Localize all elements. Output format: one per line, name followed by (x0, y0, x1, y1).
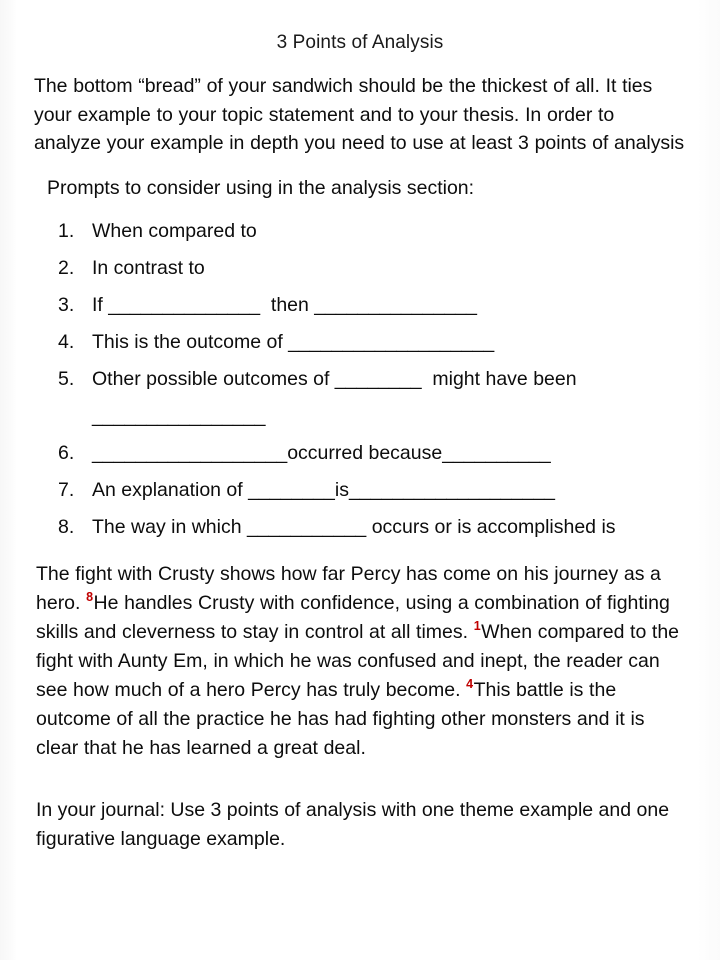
list-item (58, 250, 692, 287)
analysis-reference-marker-8: 8 (86, 590, 94, 604)
list-item (58, 287, 692, 324)
list-item-number: 4. (58, 330, 75, 353)
list-item-number: 7. (58, 478, 75, 501)
list-item-text: When compared to (92, 219, 257, 242)
list-item-text: The way in which ___________ occurs or is accomplished is (92, 515, 616, 538)
analysis-segment-2: He handles Crusty with confidence, using a combination of fighting skills and cleverness to stay in control at all times. (36, 591, 670, 643)
page-title: 3 Points of Analysis (276, 32, 444, 53)
list-item-text: An explanation of ________is___________________ (92, 478, 556, 501)
list-item-number: 6. (58, 441, 75, 464)
analysis-segment-4: This battle is the outcome of all the practice he has had fighting other monsters and it is clear that he has learned a great deal. (36, 678, 645, 759)
journal-instruction: In your journal: Use 3 points of analysis with one theme example and one figurative language example. (36, 798, 670, 850)
analysis-reference-marker-1: 1 (473, 619, 481, 633)
analysis-example-paragraph (36, 560, 690, 763)
list-item-number: 5. (58, 367, 75, 390)
list-item-number: 8. (58, 515, 75, 538)
list-item (58, 361, 692, 435)
list-item-number: 1. (58, 219, 75, 242)
prompts-heading: Prompts to consider using in the analysis section: (47, 176, 475, 199)
list-item-text: Other possible outcomes of ________ might have been ________________ (92, 367, 582, 427)
analysis-segment-3: When compared to the fight with Aunty Em, in which he was confused and inept, the reader can see how much of a hero Percy has truly become. (36, 620, 680, 701)
prompt-list (0, 213, 720, 546)
list-item-number: 2. (58, 256, 75, 279)
list-item (58, 213, 692, 250)
analysis-segment-1: The fight with Crusty shows how far Percy has come on his journey as a hero. (36, 562, 661, 614)
list-item (58, 509, 692, 546)
list-item (58, 472, 692, 509)
list-item-number: 3. (58, 293, 75, 316)
list-item-text: If ______________ then _______________ (92, 293, 477, 316)
list-item-text: This is the outcome of ___________________ (92, 330, 495, 353)
intro-paragraph: The bottom “bread” of your sandwich should be the thickest of all. It ties your example to your topic statement and to your thesis. In order to analyze your example in depth you need to use at least 3 points of analysis (34, 75, 685, 154)
list-item (58, 435, 692, 472)
list-item-text: In contrast to (92, 256, 205, 279)
list-item-text: __________________occurred because__________ (92, 441, 551, 464)
list-item (58, 324, 692, 361)
analysis-reference-marker-4: 4 (466, 677, 474, 691)
